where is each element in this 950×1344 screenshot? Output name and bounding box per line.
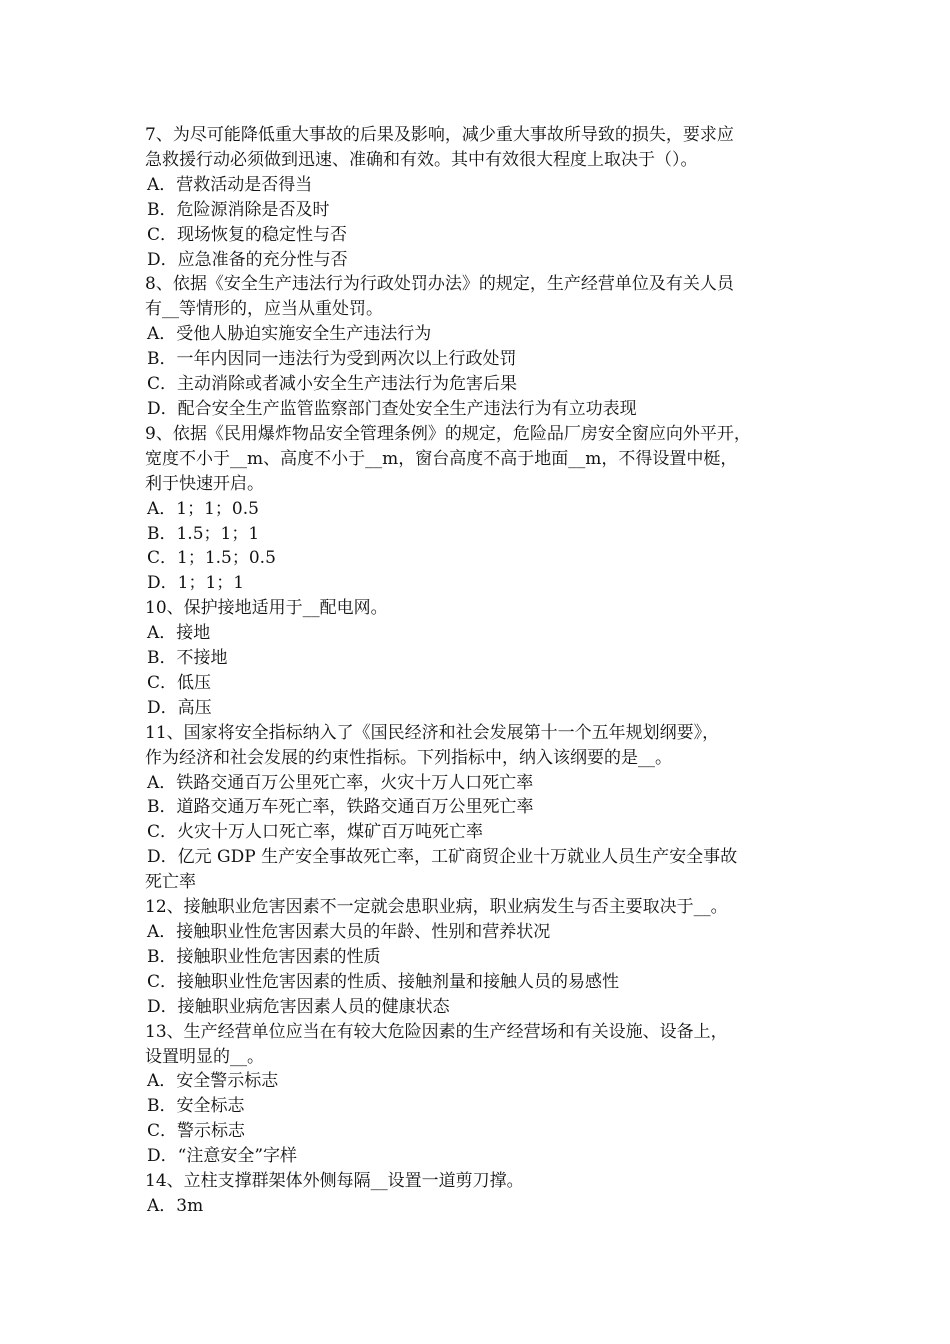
answer-option-line: C．低压: [147, 672, 212, 693]
question-line: 13、生产经营单位应当在有较大危险因素的生产经营场和有关设施、设备上，: [145, 1021, 728, 1042]
question-line: 利于快速开启。: [145, 473, 264, 494]
question-line: 12、接触职业危害因素不一定就会患职业病，职业病发生与否主要取决于__。: [145, 897, 728, 918]
answer-option-line: B．安全标志: [147, 1096, 245, 1117]
question-line: 14、立柱支撑群架体外侧每隔__设置一道剪刀撑。: [145, 1171, 524, 1192]
answer-option-line: C．警示标志: [147, 1121, 246, 1142]
answer-option-line: C．主动消除或者减小安全生产违法行为危害后果: [147, 374, 518, 395]
question-text-body: [145, 123, 825, 1219]
answer-option-line: C．接触职业性危害因素的性质、接触剂量和接触人员的易感性: [147, 971, 620, 992]
answer-option-line: D．1；1；1: [147, 573, 245, 594]
answer-option-line: C．火灾十万人口死亡率，煤矿百万吨死亡率: [147, 822, 484, 843]
answer-option-line: D．高压: [147, 697, 212, 718]
answer-option-line: D．“注意安全”字样: [147, 1146, 298, 1167]
answer-option-line: A．铁路交通百万公里死亡率，火灾十万人口死亡率: [147, 772, 534, 793]
question-line: 7、为尽可能降低重大事故的后果及影响，减少重大事故所导致的损失，要求应: [145, 125, 734, 145]
question-line: 9、依据《民用爆炸物品安全管理条例》的规定，危险品厂房安全窗应向外平开，: [145, 423, 751, 444]
answer-option-line: B．1.5；1；1: [147, 523, 260, 544]
answer-option-line: A．受他人胁迫实施安全生产违法行为: [147, 324, 432, 345]
question-line: 11、国家将安全指标纳入了《国民经济和社会发展第十一个五年规划纲要》，: [145, 722, 720, 743]
answer-option-line: A．接触职业性危害因素大员的年龄、性别和营养状况: [147, 922, 551, 942]
answer-option-line: A．营救活动是否得当: [147, 174, 313, 195]
question-line: 10、保护接地适用于__配电网。: [145, 598, 388, 619]
question-line: 急救援行动必须做到迅速、准确和有效。其中有效很大程度上取决于（）。: [145, 149, 698, 170]
question-line: 作为经济和社会发展的约束性指标。下列指标中，纳入该纲要的是__。: [145, 747, 672, 768]
answer-option-line: B．道路交通万车死亡率，铁路交通百万公里死亡率: [147, 797, 534, 818]
question-line: 8、依据《安全生产违法行为行政处罚办法》的规定，生产经营单位及有关人员: [145, 274, 734, 295]
answer-option-line: B．接触职业性危害因素的性质: [147, 946, 381, 967]
answer-option-line: D．接触职业病危害因素人员的健康状态: [147, 996, 450, 1017]
answer-option-line: A．安全警示标志: [147, 1071, 279, 1092]
question-line: 死亡率: [145, 872, 196, 893]
question-line: 设置明显的__。: [145, 1046, 264, 1067]
answer-option-line: B．一年内因同一违法行为受到两次以上行政处罚: [147, 349, 517, 370]
answer-option-line: B．危险源消除是否及时: [147, 199, 330, 220]
answer-option-line: B．不接地: [147, 648, 228, 669]
answer-option-line: C．现场恢复的稳定性与否: [147, 224, 348, 245]
answer-option-line: A．1；1；0.5: [147, 498, 259, 519]
answer-option-line: A．接地: [147, 623, 211, 644]
answer-option-line: A．3m: [147, 1195, 204, 1216]
question-line: 有__等情形的，应当从重处罚。: [145, 299, 383, 320]
answer-option-line: D．配合安全生产监管监察部门查处安全生产违法行为有立功表现: [147, 398, 637, 419]
question-line: 宽度不小于__m、高度不小于__m，窗台高度不高于地面__m，不得设置中梃，: [145, 448, 738, 469]
answer-option-line: D．亿元 GDP 生产安全事故死亡率，工矿商贸企业十万就业人员生产安全事故: [147, 847, 738, 868]
answer-option-line: C．1；1.5；0.5: [147, 548, 276, 569]
answer-option-line: D．应急准备的充分性与否: [147, 249, 348, 270]
